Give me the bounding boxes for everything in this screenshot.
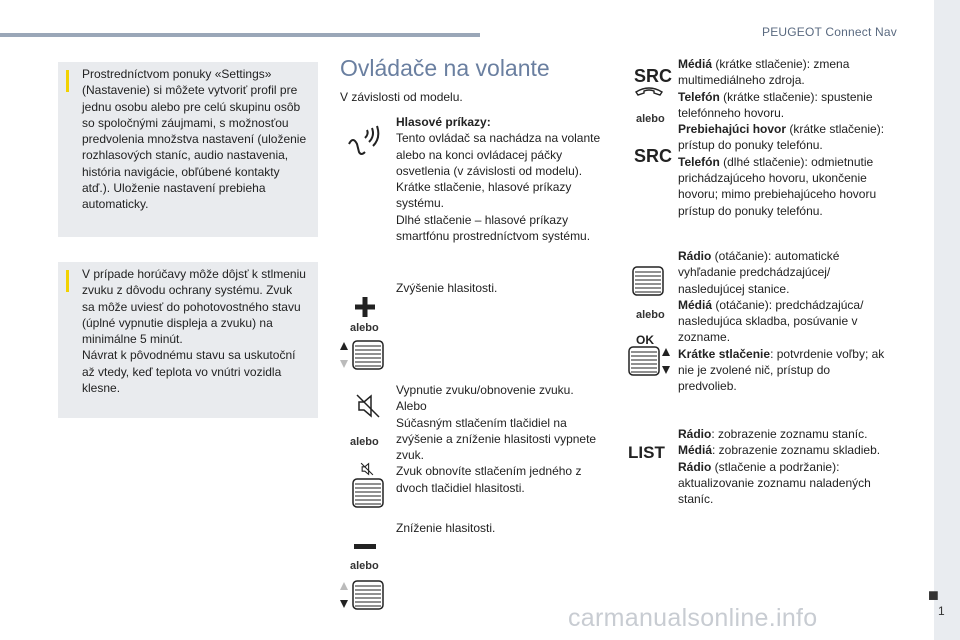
voice-text-2: Krátke stlačenie, hlasové príkazy systému.	[396, 180, 572, 211]
thumbwheel-text-2: (otáčanie): predchádzajúca/ nasledujúca skladba, posúvanie v zozname.	[678, 297, 864, 345]
alebo-label: alebo	[350, 322, 379, 334]
thumbwheel-text-1: (otáčanie): automatické vyhľadanie predchádzajúcej/ nasledujúcej stanice.	[678, 249, 840, 296]
page-header: PEUGEOT Connect Nav	[762, 25, 897, 39]
voice-command-icon	[345, 122, 381, 158]
src-label: SRC	[634, 146, 673, 166]
note-marker	[66, 270, 69, 292]
voice-heading: Hlasové príkazy:	[396, 115, 491, 129]
mute-text-1: Vypnutie zvuku/obnovenie zvuku.	[396, 383, 574, 397]
alebo-label: alebo	[636, 113, 665, 125]
thumbwheel-text	[678, 248, 888, 395]
plus-icon	[354, 296, 376, 318]
note-marker	[66, 70, 69, 92]
volume-down-text: Zníženie hlasitosti.	[396, 521, 496, 535]
src-text	[678, 56, 888, 219]
section-subtitle: V závislosti od modelu.	[340, 90, 463, 104]
phone-handset-icon	[634, 86, 664, 96]
thumbwheel-text-3: : potvrdenie voľby; ak nie je zvolené nič, prístup do predvolieb.	[678, 346, 885, 394]
list-bold-3: Rádio	[678, 459, 712, 474]
header-rule	[0, 33, 480, 37]
alebo-label: alebo	[636, 309, 665, 321]
list-text-2: : zobrazenie zoznamu skladieb.	[712, 443, 881, 458]
list-bold-2: Médiá	[678, 443, 713, 458]
voice-text-3: Dlhé stlačenie – hlasové príkazy smartfónu prostredníctvom systému.	[396, 212, 591, 244]
watermark: carmanualsonline.info	[568, 604, 818, 632]
section-title: Ovládače na volante	[340, 55, 550, 81]
settings-note	[58, 62, 318, 237]
page-side-strip	[934, 0, 960, 640]
src-label: SRC	[634, 66, 673, 86]
heat-note-text-2: Návrat k pôvodnému stavu sa uskutoční až vtedy, keď teplota vo vnútri vozidla klesne.	[82, 348, 296, 396]
list-text	[678, 426, 888, 507]
heat-note	[58, 262, 318, 418]
heat-note-text-1: V prípade horúčavy môže dôjsť k stlmeniu zvuku z dôvodu ochrany systému. Zvuk sa môže uviesť do pohotovostného stavu (úplné vypnutie displeja a zvuku) na minimálne 5 minút.	[82, 267, 306, 347]
thumbwheel-bold-1: Rádio	[678, 249, 712, 263]
mute-small-icon	[360, 462, 374, 476]
mute-text-3: Súčasným stlačením tlačidiel na zvýšenie a zníženie hlasitosti vypnete zvuk.	[396, 415, 597, 463]
list-bold-1: Rádio	[678, 427, 712, 441]
src-text-2: (krátke stlačenie): spustenie telefónneho hovoru.	[678, 89, 873, 120]
src-bold-4: Telefón	[678, 154, 720, 169]
src-text-4: (dlhé stlačenie): odmietnutie prichádzajúceho hovoru, ukončenie hovoru; mimo prebiehajúceho hovoru prístup do ponuky telefónu.	[678, 154, 877, 218]
alebo-label: alebo	[350, 436, 379, 448]
thumbwheel-bold-2: Médiá	[678, 297, 713, 312]
src-bold-1: Médiá	[678, 57, 713, 71]
minus-icon	[354, 544, 376, 550]
voice-text-1: Tento ovládač sa nachádza na volante alebo na konci ovládacej páčky osvetlenia (v závislosti od modelu).	[396, 131, 601, 178]
thumbwheel-up-icon	[340, 340, 386, 370]
src-text-3: (krátke stlačenie): prístup do ponuky telefónu.	[678, 122, 885, 153]
list-text-1: : zobrazenie zoznamu staníc.	[711, 427, 868, 441]
continuation-mark: ■	[928, 585, 939, 605]
mute-text-2: Alebo	[396, 399, 427, 414]
src-text-1: (krátke stlačenie): zmena multimediálneho zdroja.	[678, 57, 850, 88]
thumbwheel-down-icon	[340, 580, 386, 610]
alebo-label: alebo	[350, 560, 379, 572]
thumbwheel-updown-icon	[628, 346, 674, 376]
mute-icon	[355, 393, 381, 419]
mute-text-4: Zvuk obnovíte stlačením jedného z dvoch tlačidiel hlasitosti.	[396, 464, 582, 495]
thumbwheel-bold-3: Krátke stlačenie	[678, 346, 771, 361]
list-label: LIST	[628, 443, 665, 462]
src-bold-2: Telefón	[678, 89, 720, 104]
list-text-3: (stlačenie a podržanie): aktualizovanie zoznamu naladených staníc.	[678, 459, 871, 507]
ok-label: OK	[636, 333, 654, 347]
settings-note-text: Prostredníctvom ponuky «Settings» (Nastavenie) si môžete vytvoriť profil pre jednu osobu alebo pre celú skupinu osôb so spoločnými záujmami, s možnosťou predvolenia množstva nastavení (uloženie rozhlasových staníc, audio nastavenia, história navigácie, obľúbené kontakty atď.). Uloženie nastavení prebieha automaticky.	[82, 67, 307, 212]
mute-text	[396, 382, 606, 496]
volume-up-text: Zvýšenie hlasitosti.	[396, 281, 498, 295]
thumbwheel-icon	[352, 478, 384, 508]
voice-command-text	[396, 114, 606, 244]
src-bold-3: Prebiehajúci hovor	[678, 122, 787, 137]
thumbwheel-icon	[632, 266, 664, 296]
page-number: 1	[938, 604, 945, 618]
